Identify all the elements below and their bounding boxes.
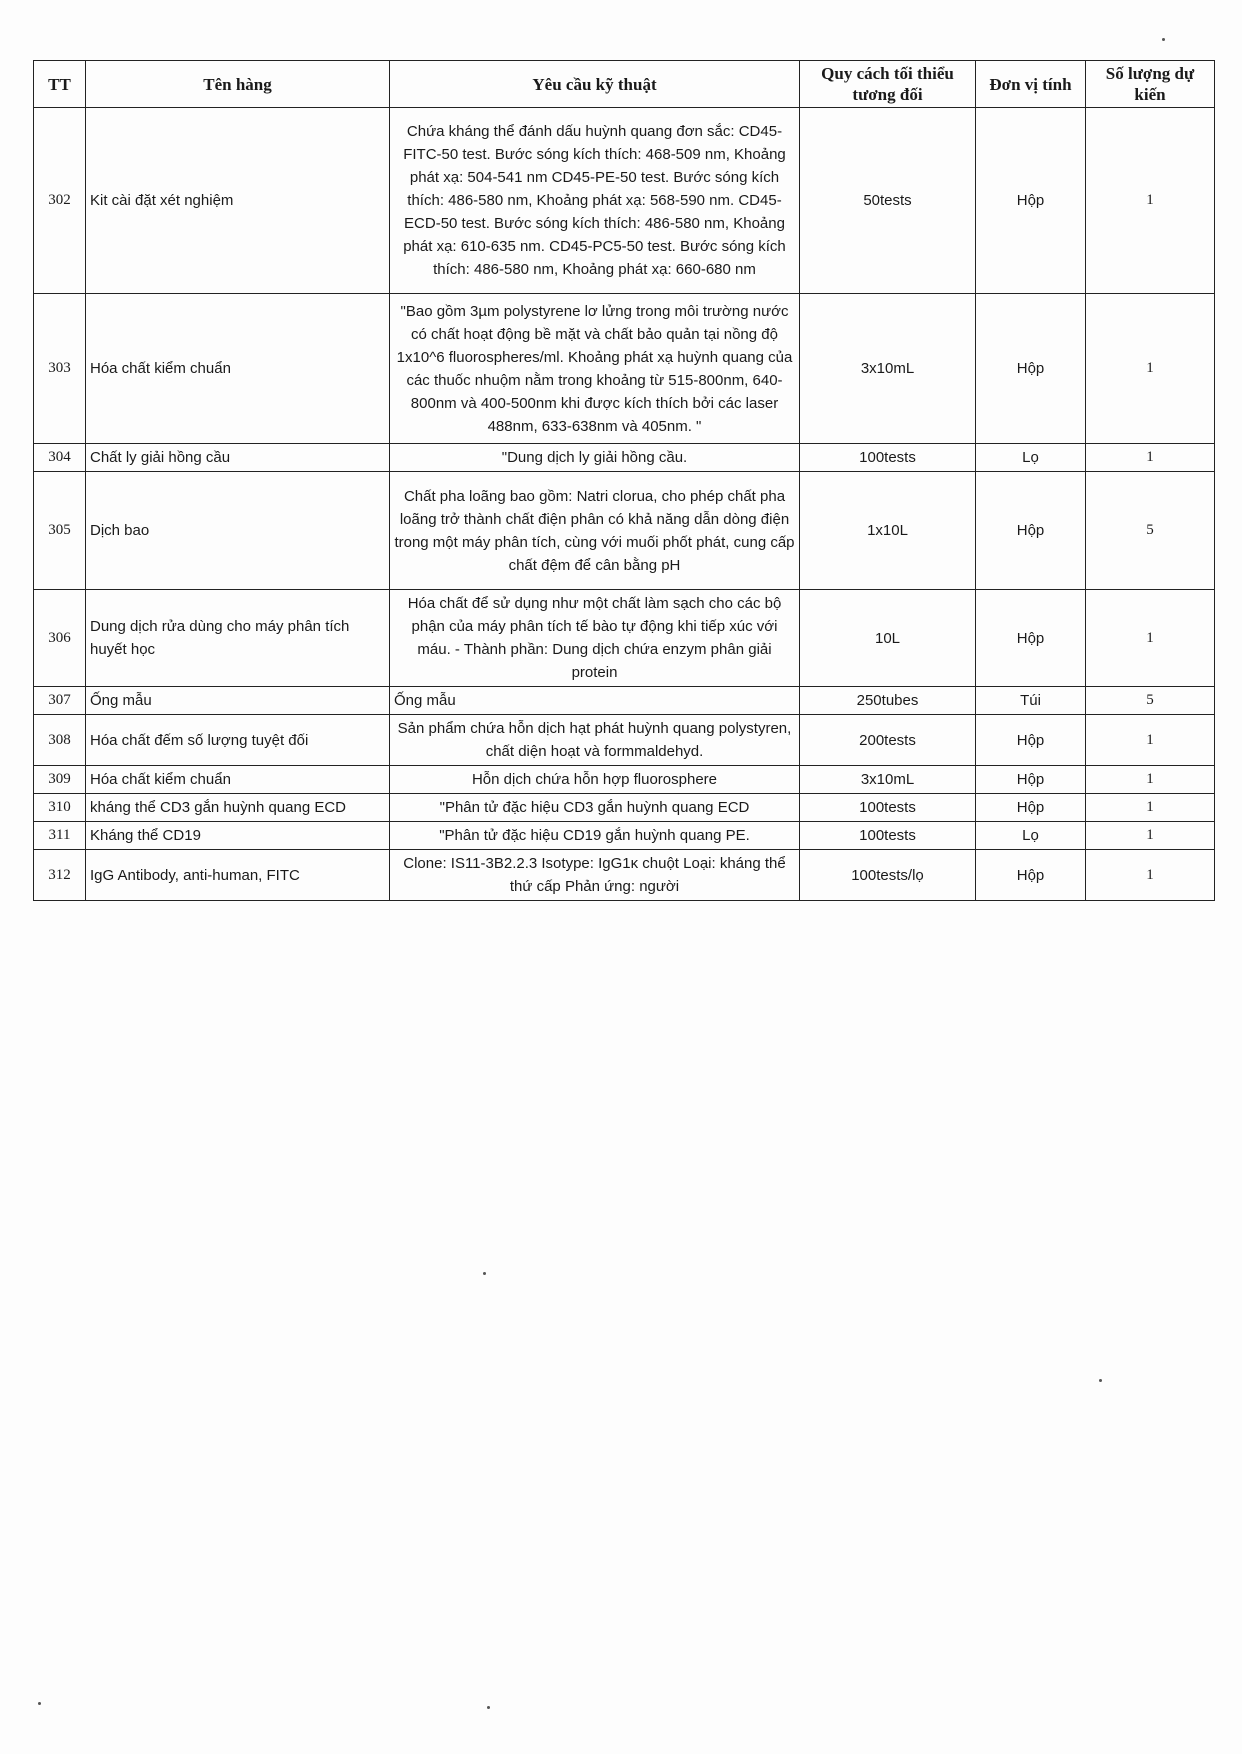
cell-spec: 250tubes (800, 687, 976, 715)
cell-name: Hóa chất đếm số lượng tuyệt đối (86, 715, 390, 766)
table-row (34, 766, 1215, 794)
cell-tt: 310 (34, 794, 86, 822)
cell-spec: 200tests (800, 715, 976, 766)
cell-name: IgG Antibody, anti-human, FITC (86, 850, 390, 901)
table-row (34, 472, 1215, 590)
cell-name: Chất ly giải hồng cầu (86, 444, 390, 472)
cell-requirements: Chứa kháng thể đánh dấu huỳnh quang đơn sắc: CD45-FITC-50 test. Bước sóng kích thích: 468-509 nm, Khoảng phát xạ: 504-541 nm CD45-PE-50 test. Bước sóng kích thích: 486-580 nm, Khoảng phát xạ: 568-590 nm. CD45-ECD-50 test. Bước sóng kích thích: 486-580 nm, Khoảng phát xạ: 610-635 nm. CD45-PC5-50 test. Bước sóng kích thích: 486-580 nm, Khoảng phát xạ: 660-680 nm (390, 108, 800, 294)
cell-unit: Hộp (976, 472, 1086, 590)
cell-qty: 1 (1086, 850, 1215, 901)
cell-spec: 100tests (800, 444, 976, 472)
cell-qty: 1 (1086, 444, 1215, 472)
cell-name: Kháng thể CD19 (86, 822, 390, 850)
cell-unit: Hộp (976, 590, 1086, 687)
scan-speck (1099, 1379, 1102, 1382)
cell-qty: 1 (1086, 766, 1215, 794)
table-row (34, 715, 1215, 766)
cell-requirements: Clone: IS11-3B2.2.3 Isotype: IgG1κ chuột Loại: kháng thể thứ cấp Phản ứng: người (390, 850, 800, 901)
cell-tt: 312 (34, 850, 86, 901)
cell-qty: 1 (1086, 108, 1215, 294)
cell-name: Hóa chất kiểm chuẩn (86, 766, 390, 794)
cell-spec: 100tests (800, 794, 976, 822)
table-row (34, 108, 1215, 294)
cell-spec: 1x10L (800, 472, 976, 590)
cell-qty: 1 (1086, 822, 1215, 850)
table-row (34, 850, 1215, 901)
cell-spec: 50tests (800, 108, 976, 294)
cell-tt: 309 (34, 766, 86, 794)
table-row (34, 822, 1215, 850)
table-header-row (34, 61, 1215, 108)
cell-requirements: Chất pha loãng bao gồm: Natri clorua, cho phép chất pha loãng trở thành chất điện phân có khả năng dẫn dòng điện trong một máy phân tích, cùng với muối phốt phát, cung cấp chất đệm để cân bằng pH (390, 472, 800, 590)
cell-name: Hóa chất kiểm chuẩn (86, 294, 390, 444)
header-spec: Quy cách tối thiểu tương đối (800, 61, 976, 108)
cell-spec: 3x10mL (800, 766, 976, 794)
header-qty: Số lượng dự kiến (1086, 61, 1215, 108)
cell-requirements: Hóa chất để sử dụng như một chất làm sạch cho các bộ phận của máy phân tích tế bào tự động khi tiếp xúc với máu. - Thành phần: Dung dịch chứa enzym phân giải protein (390, 590, 800, 687)
cell-unit: Hộp (976, 850, 1086, 901)
table-row (34, 687, 1215, 715)
cell-unit: Hộp (976, 108, 1086, 294)
cell-unit: Túi (976, 687, 1086, 715)
cell-name: Dịch bao (86, 472, 390, 590)
cell-qty: 1 (1086, 715, 1215, 766)
cell-requirements: "Phân tử đặc hiệu CD3 gắn huỳnh quang ECD (390, 794, 800, 822)
cell-qty: 1 (1086, 294, 1215, 444)
cell-unit: Lọ (976, 822, 1086, 850)
cell-requirements: Sản phẩm chứa hỗn dịch hạt phát huỳnh quang polystyren, chất diện hoạt và formmaldehyd. (390, 715, 800, 766)
cell-requirements: "Dung dịch ly giải hồng cầu. (390, 444, 800, 472)
scan-speck (38, 1702, 41, 1705)
table-row (34, 590, 1215, 687)
cell-tt: 305 (34, 472, 86, 590)
cell-tt: 303 (34, 294, 86, 444)
cell-requirements: "Phân tử đặc hiệu CD19 gắn huỳnh quang PE. (390, 822, 800, 850)
scan-speck (483, 1272, 486, 1275)
header-tt: TT (34, 61, 86, 108)
header-requirements: Yêu cầu kỹ thuật (390, 61, 800, 108)
cell-tt: 307 (34, 687, 86, 715)
table-row (34, 444, 1215, 472)
cell-tt: 302 (34, 108, 86, 294)
scan-speck (487, 1706, 490, 1709)
cell-unit: Hộp (976, 766, 1086, 794)
cell-spec: 10L (800, 590, 976, 687)
cell-unit: Hộp (976, 715, 1086, 766)
header-name: Tên hàng (86, 61, 390, 108)
header-unit: Đơn vị tính (976, 61, 1086, 108)
cell-tt: 311 (34, 822, 86, 850)
cell-qty: 5 (1086, 687, 1215, 715)
cell-unit: Hộp (976, 294, 1086, 444)
cell-tt: 304 (34, 444, 86, 472)
cell-spec: 100tests/lọ (800, 850, 976, 901)
cell-unit: Hộp (976, 794, 1086, 822)
cell-qty: 1 (1086, 794, 1215, 822)
cell-name: Dung dịch rửa dùng cho máy phân tích huyết học (86, 590, 390, 687)
cell-spec: 100tests (800, 822, 976, 850)
cell-name: Ống mẫu (86, 687, 390, 715)
scan-speck (1162, 38, 1165, 41)
cell-requirements: Hỗn dịch chứa hỗn hợp fluorosphere (390, 766, 800, 794)
cell-name: Kit cài đặt xét nghiệm (86, 108, 390, 294)
table-row (34, 794, 1215, 822)
cell-tt: 306 (34, 590, 86, 687)
cell-qty: 5 (1086, 472, 1215, 590)
cell-requirements: "Bao gồm 3µm polystyrene lơ lửng trong môi trường nước có chất hoạt động bề mặt và chất bảo quản tại nồng độ 1x10^6 fluorospheres/ml. Khoảng phát xạ huỳnh quang của các thuốc nhuộm nằm trong khoảng từ 515-800nm, 640-800nm và 400-500nm khi được kích thích bởi các laser 488nm, 633-638nm và 405nm. " (390, 294, 800, 444)
table-row (34, 294, 1215, 444)
cell-name: kháng thể CD3 gắn huỳnh quang ECD (86, 794, 390, 822)
cell-tt: 308 (34, 715, 86, 766)
cell-qty: 1 (1086, 590, 1215, 687)
cell-requirements: Ống mẫu (390, 687, 800, 715)
cell-unit: Lọ (976, 444, 1086, 472)
cell-spec: 3x10mL (800, 294, 976, 444)
goods-table (33, 60, 1215, 901)
